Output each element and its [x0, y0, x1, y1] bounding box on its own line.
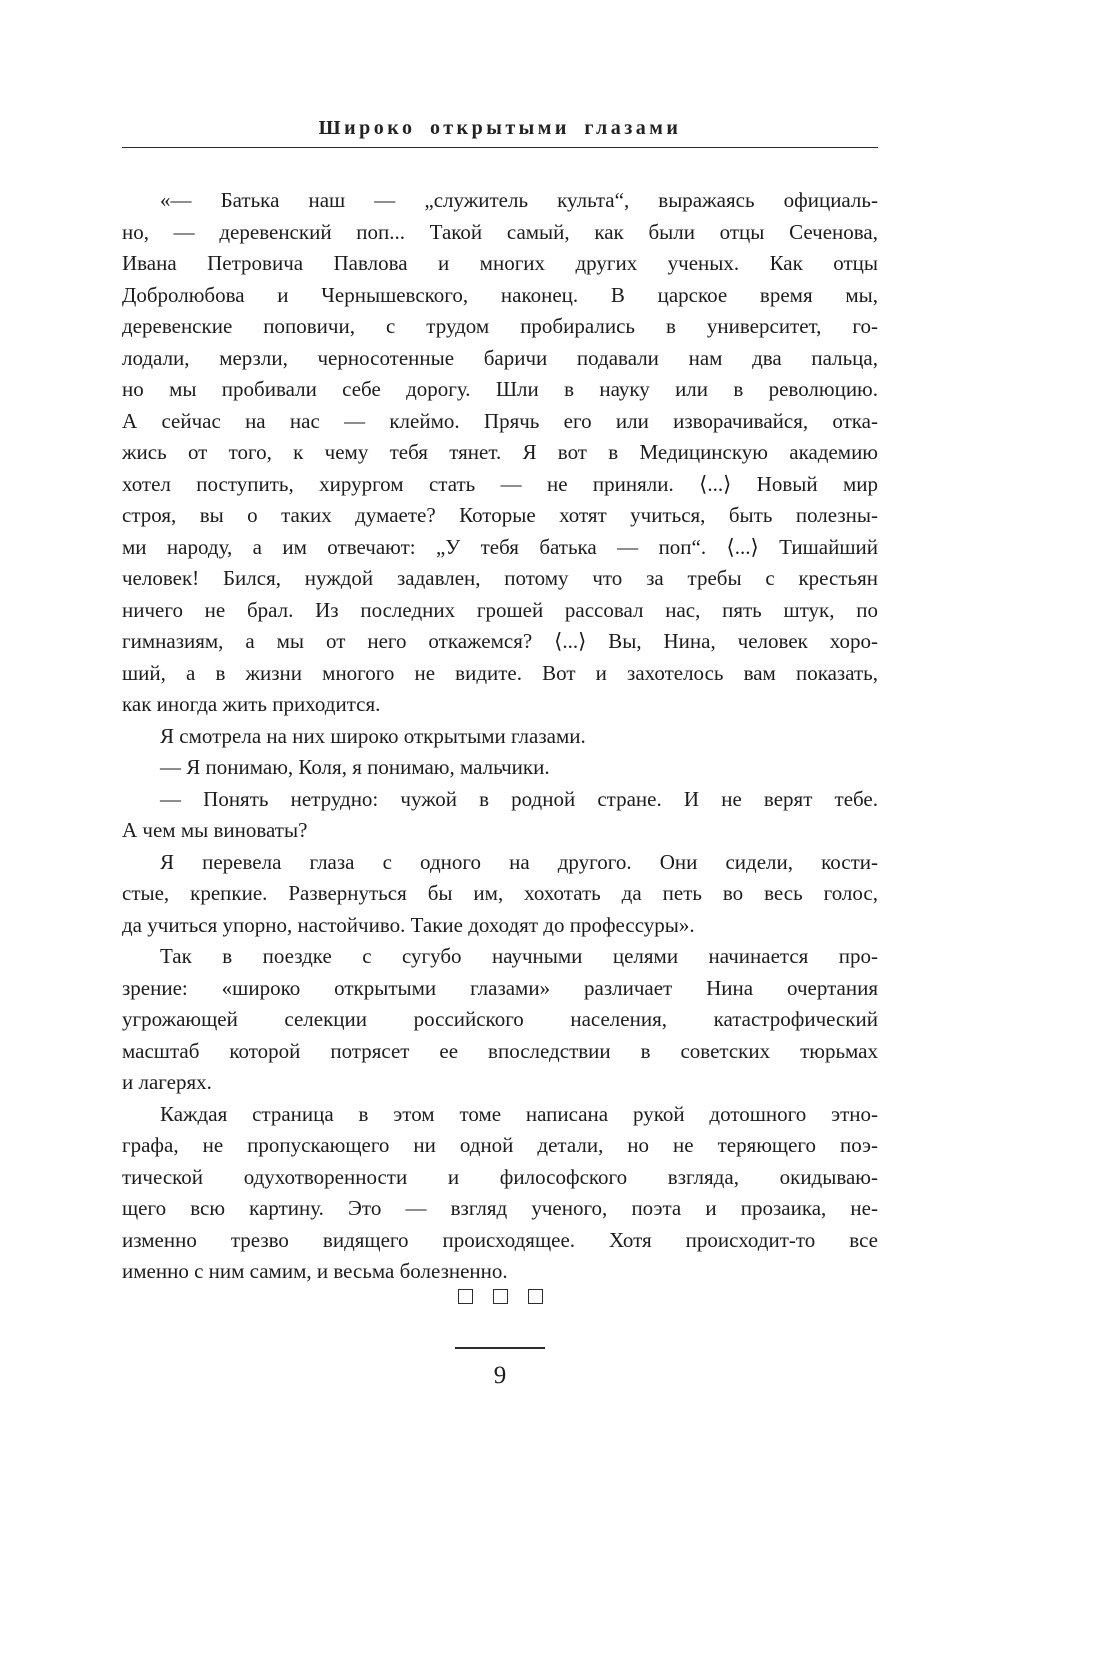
text-line: зрение: «широко открытыми глазами» различает Нина очертания — [122, 975, 878, 1000]
text-line: Я смотрела на них широко открытыми глазами. — [160, 723, 586, 748]
text-line: Добролюбова и Чернышевского, наконец. В царское время мы, — [122, 282, 878, 307]
header-rule — [122, 147, 878, 148]
text-line: лодали, мерзли, черносотенные баричи подавали нам два пальца, — [122, 345, 878, 370]
page-number: 9 — [493, 1362, 507, 1389]
text-line: угрожающей селекции российского населения, катастрофический — [122, 1007, 878, 1031]
text-line: Так в поездке с сугубо научными целями начинается про- — [160, 944, 878, 968]
running-head: Широко открытыми глазами — [318, 117, 682, 139]
text-line: ми народу, а им отвечают: „У тебя батька — поп“. ⟨...⟩ Тишайший — [122, 534, 878, 559]
text-line: ничего не брал. Из последних грошей рассовал нас, пять штук, по — [122, 597, 878, 622]
paragraph — [122, 941, 878, 1099]
text-line: стые, крепкие. Развернуться бы им, хохотать да петь во весь голос, — [122, 881, 878, 905]
paragraph — [122, 847, 878, 942]
text-line: человек! Бился, нуждой задавлен, потому что за требы с крестьян — [122, 566, 878, 590]
text-line: «— Батька наш — „служитель культа“, выражаясь официаль- — [160, 188, 878, 212]
paragraph — [122, 752, 878, 784]
paragraph — [122, 784, 878, 847]
body-text — [122, 185, 878, 1288]
paragraph — [122, 721, 878, 753]
text-line: жись от того, к чему тебя тянет. Я вот в Медицинскую академию — [122, 440, 878, 464]
square-icon — [528, 1289, 543, 1304]
text-line: Я перевела глаза с одного на другого. Они сидели, кости- — [160, 849, 878, 874]
text-line: но мы пробивали себе дорогу. Шли в науку или в революцию. — [122, 377, 878, 401]
text-line: А чем мы виноваты? — [122, 818, 308, 842]
text-line: гимназиям, а мы от него откажемся? ⟨...⟩ Вы, Нина, человек хоро- — [122, 629, 878, 653]
text-line: именно с ним самим, и весьма болезненно. — [122, 1259, 508, 1283]
text-line: масштаб которой потрясет ее впоследствии в советских тюрьмах — [122, 1038, 878, 1063]
text-line: — Понять нетрудно: чужой в родной стране. И не верят тебе. — [160, 786, 878, 811]
text-line: графа, не пропускающего ни одной детали, но не теряющего поэ- — [122, 1133, 878, 1157]
text-line: тической одухотворенности и философского взгляда, окидываю- — [122, 1164, 878, 1189]
text-line: изменно трезво видящего происходящее. Хотя происходит-то все — [122, 1227, 878, 1252]
paragraph — [122, 1099, 878, 1288]
text-line: Ивана Петровича Павлова и многих других ученых. Как отцы — [122, 251, 878, 275]
text-line: но, — деревенский поп... Такой самый, как были отцы Сеченова, — [122, 219, 878, 244]
text-line: щего всю картину. Это — взгляд ученого, поэта и прозаика, не- — [122, 1196, 878, 1220]
paragraph — [122, 185, 878, 721]
text-line: деревенские поповичи, с трудом пробирались в университет, го- — [122, 314, 878, 338]
text-line: хотел поступить, хирургом стать — не приняли. ⟨...⟩ Новый мир — [122, 471, 878, 496]
text-line: как иногда жить приходится. — [122, 692, 381, 716]
text-line: строя, вы о таких думаете? Которые хотят учиться, быть полезны- — [122, 503, 878, 527]
text-line: — Я понимаю, Коля, я понимаю, мальчики. — [160, 755, 550, 779]
square-icon — [458, 1289, 473, 1304]
section-separator — [122, 1287, 878, 1305]
text-line: А сейчас на нас — клеймо. Прячь его или изворачивайся, отка- — [122, 408, 878, 433]
text-line: Каждая страница в этом томе написана рукой дотошного этно- — [160, 1101, 878, 1126]
text-line: да учиться упорно, настойчиво. Такие доходят до профессуры». — [122, 912, 695, 937]
text-line: ший, а в жизни многого не видите. Вот и захотелось вам показать, — [122, 660, 878, 685]
footer-rule — [455, 1347, 545, 1349]
square-icon — [493, 1289, 508, 1304]
text-line: и лагерях. — [122, 1070, 212, 1094]
